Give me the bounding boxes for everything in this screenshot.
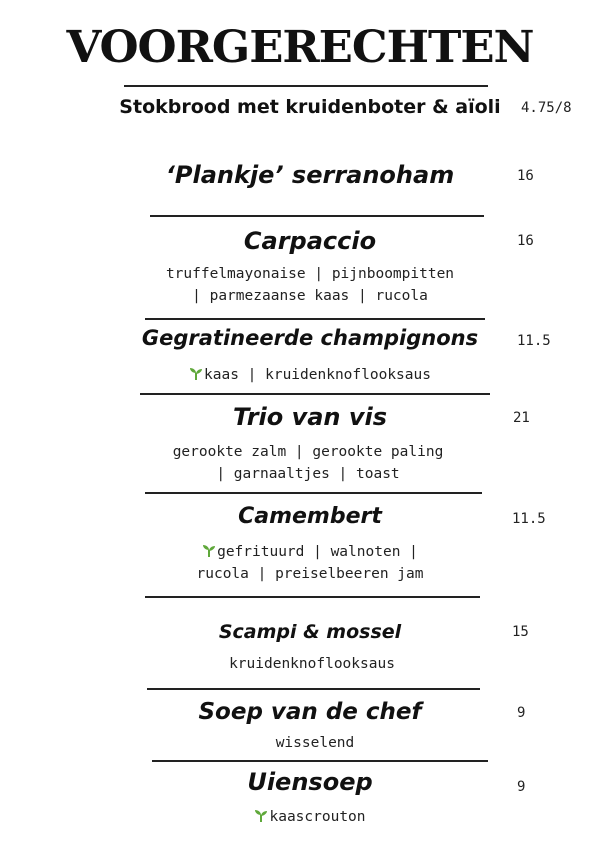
- menu-item-price: 4.75/8: [521, 100, 572, 116]
- divider: [145, 596, 480, 598]
- menu-item-price: 16: [517, 168, 534, 184]
- menu-item-price: 21: [513, 410, 530, 426]
- menu-item-description: | garnaaltjes | toast: [216, 466, 400, 482]
- divider: [147, 688, 480, 690]
- menu-item-name: Stokbrood met kruidenboter & aïoli: [119, 96, 501, 118]
- menu-item-description: truffelmayonaise | pijnboompitten: [165, 266, 455, 282]
- divider: [124, 85, 488, 87]
- menu-item-description: rucola | preiselbeeren jam: [196, 566, 424, 582]
- menu-item-description-text: gefrituurd | walnoten |: [217, 544, 418, 560]
- menu-item-name: Gegratineerde champignons: [141, 326, 479, 350]
- divider: [145, 492, 482, 494]
- vegetarian-leaf-icon: [254, 809, 268, 823]
- vegetarian-leaf-icon: [202, 544, 216, 558]
- menu-item-description: [60, 364, 560, 386]
- menu-item-description: wisselend: [275, 735, 355, 751]
- menu-item-price: 15: [512, 624, 529, 640]
- menu-item-price: 16: [517, 233, 534, 249]
- divider: [140, 393, 490, 395]
- menu-item-description: | parmezaanse kaas | rucola: [192, 288, 428, 304]
- menu-item-description: [60, 806, 560, 828]
- menu-item-name: ‘Plankje’ serranoham: [165, 161, 455, 189]
- menu-item-name: Scampi & mossel: [218, 621, 402, 643]
- menu-item-name: Soep van de chef: [198, 699, 422, 725]
- menu-item-name: Carpaccio: [243, 227, 377, 255]
- menu-item-name: Camembert: [238, 504, 382, 529]
- menu-item-price: 11.5: [512, 511, 546, 527]
- menu-item-price: 11.5: [517, 333, 551, 349]
- divider: [150, 215, 484, 217]
- divider: [152, 760, 488, 762]
- menu-item-description: [60, 541, 560, 563]
- divider: [145, 318, 485, 320]
- menu-item-description: gerookte zalm | gerookte paling: [172, 444, 444, 460]
- menu-item-name: Trio van vis: [232, 403, 388, 431]
- menu-item-price: 9: [517, 705, 526, 721]
- page-title: VOORGERECHTEN: [66, 22, 534, 73]
- menu-item-description-text: kaascrouton: [269, 809, 366, 825]
- menu-item-price: 9: [517, 779, 526, 795]
- vegetarian-leaf-icon: [189, 367, 203, 381]
- menu-item-description: kruidenknoflooksaus: [229, 656, 395, 672]
- menu-item-name: Uiensoep: [247, 768, 373, 796]
- menu-item-description-text: kaas | kruidenknoflooksaus: [204, 367, 431, 383]
